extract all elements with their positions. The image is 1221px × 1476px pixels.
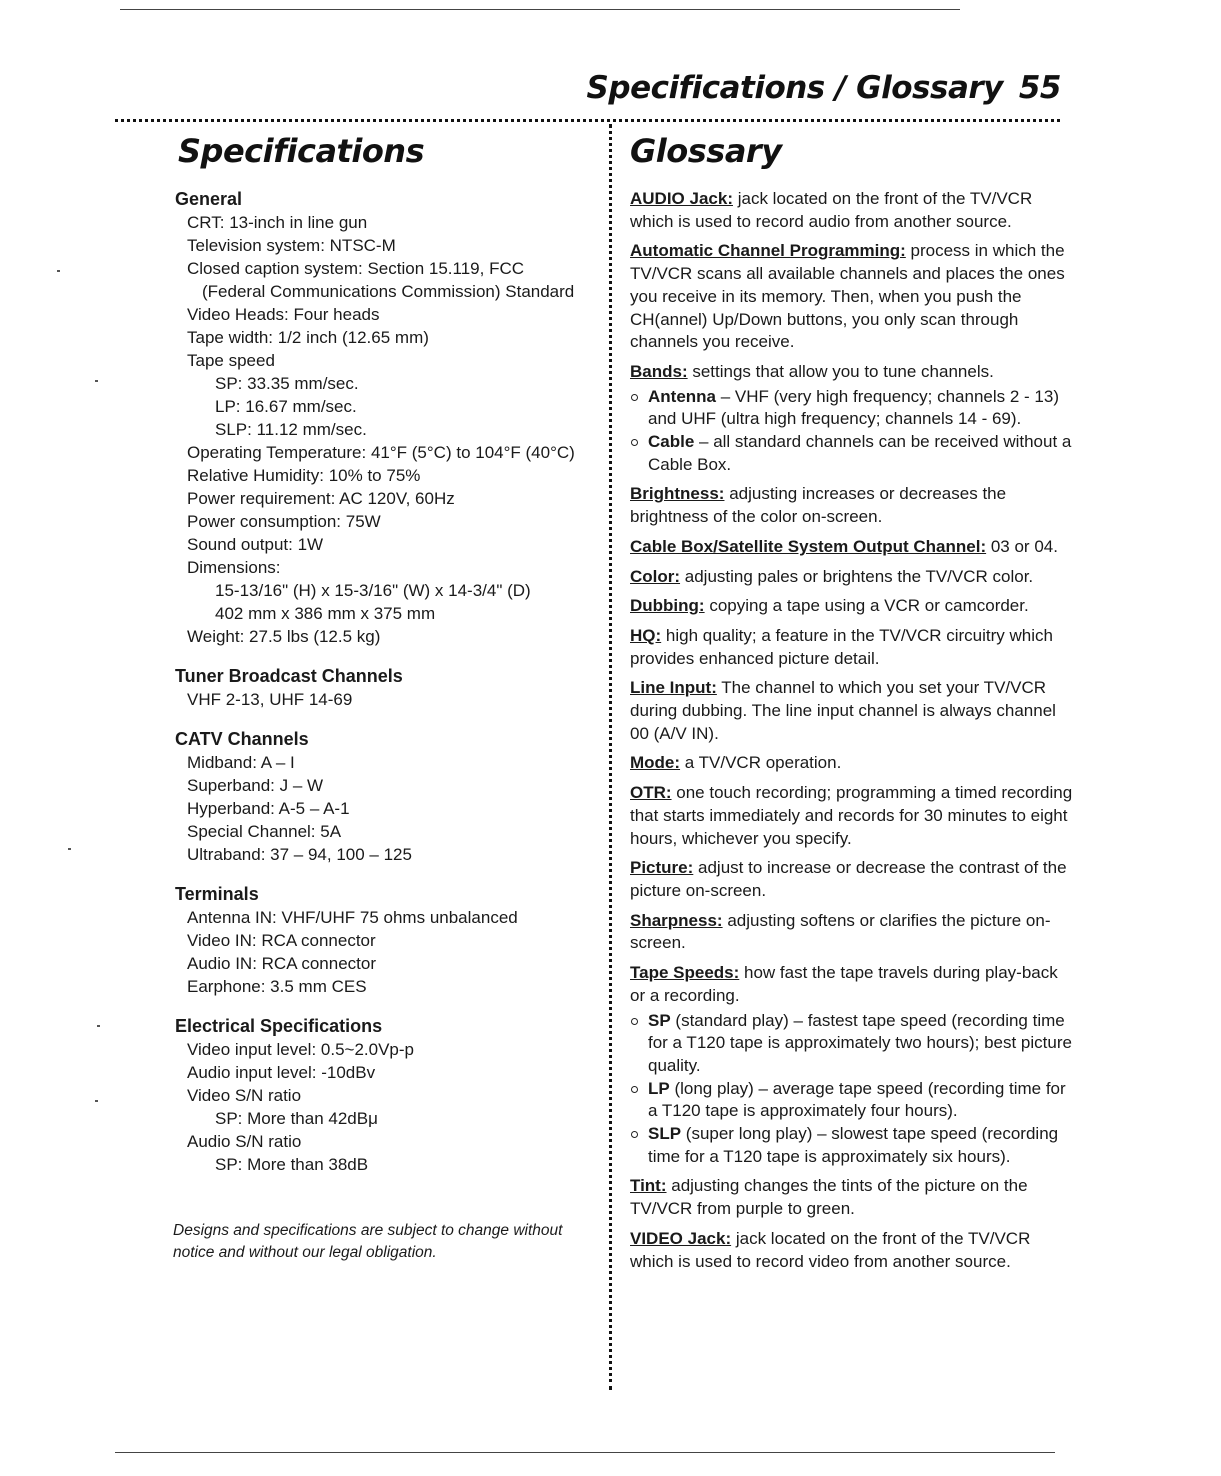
- glossary-title: Glossary: [630, 132, 782, 170]
- spec-group-heading: CATV Channels: [175, 729, 309, 749]
- spec-line: VHF 2-13, UHF 14-69: [187, 690, 353, 709]
- specifications-disclaimer: Designs and specifications are subject to change without notice and without our legal obligation.: [173, 1222, 563, 1261]
- glossary-term: Brightness:: [630, 484, 725, 504]
- glossary-entry: [630, 677, 1075, 745]
- spec-line: Video S/N ratio: [187, 1086, 302, 1105]
- spec-line: Power requirement: AC 120V, 60Hz: [187, 489, 455, 508]
- glossary-entry: [630, 536, 1075, 559]
- glossary-term: Tape Speeds:: [630, 963, 740, 983]
- scan-speck: [57, 270, 60, 272]
- spec-line: Operating Temperature: 41°F (5°C) to 104°F (40°C): [187, 443, 575, 462]
- glossary-term: Tint:: [630, 1176, 667, 1196]
- scan-speck: [95, 1100, 98, 1102]
- spec-group: [170, 883, 600, 998]
- glossary-bullet-term: SLP: [648, 1124, 682, 1144]
- running-head: [587, 70, 1061, 106]
- glossary-definition: adjust to increase or decrease the contrast of the picture on-screen.: [630, 858, 1067, 900]
- glossary-definition: one touch recording; programming a timed recording that starts immediately and records for 30 minutes to eight hours, whichever you specify.: [630, 783, 1073, 848]
- glossary-bullet-term: Antenna: [648, 386, 716, 406]
- scan-line-bottom: [115, 1452, 1055, 1453]
- glossary-definition: process in which the TV/VCR scans all available channels and places the ones you receive in its memory. Then, when you push the CH(annel) Up/Down buttons, you only scan through channels you receive.: [630, 241, 1065, 352]
- glossary-term: VIDEO Jack:: [630, 1228, 732, 1248]
- glossary-term: Mode:: [630, 753, 681, 773]
- glossary-bullet-term: LP: [648, 1078, 670, 1098]
- spec-line: Tape width: 1/2 inch (12.65 mm): [187, 328, 429, 347]
- spec-line: SP: More than 42dBμ: [215, 1109, 378, 1128]
- glossary-bullet-text: – VHF (very high frequency; channels 2 - 13) and UHF (ultra high frequency; channels 14 - 69).: [648, 386, 1059, 429]
- spec-line: Video IN: RCA connector: [187, 931, 376, 950]
- spec-line: Sound output: 1W: [187, 535, 324, 554]
- spec-line: SP: More than 38dB: [215, 1155, 369, 1174]
- glossary-entry: [630, 361, 1075, 477]
- glossary-definition: a TV/VCR operation.: [680, 753, 842, 773]
- glossary-definition: high quality; a feature in the TV/VCR circuitry which provides enhanced picture detail.: [630, 625, 1053, 668]
- spec-line: Special Channel: 5A: [187, 822, 342, 841]
- glossary-entry: [630, 1228, 1075, 1273]
- glossary-bullet-text: (super long play) – slowest tape speed (recording time for a T120 tape is approximately six hours).: [648, 1124, 1059, 1166]
- spec-group: [170, 188, 600, 648]
- spec-line: LP: 16.67 mm/sec.: [215, 397, 357, 416]
- glossary-entry: [630, 1175, 1075, 1220]
- glossary-entry: [630, 566, 1075, 589]
- glossary-entry: [630, 595, 1075, 618]
- glossary-definition: settings that allow you to tune channels.: [687, 361, 994, 381]
- spec-line: Earphone: 3.5 mm CES: [187, 977, 367, 996]
- glossary-entry: [630, 910, 1075, 955]
- glossary-term: Line Input:: [630, 678, 717, 698]
- spec-line: Audio IN: RCA connector: [187, 954, 376, 973]
- glossary-term: Color:: [630, 566, 681, 586]
- glossary-term: Sharpness:: [630, 910, 723, 930]
- glossary-definition: adjusting softens or clarifies the picture on-screen.: [630, 910, 1051, 953]
- glossary-bullet: [630, 386, 1075, 431]
- spec-line: Dimensions:: [187, 558, 281, 577]
- spec-line: Weight: 27.5 lbs (12.5 kg): [187, 627, 381, 646]
- glossary-term: AUDIO Jack:: [630, 189, 733, 208]
- glossary-entry: [630, 625, 1075, 670]
- scan-speck: [97, 1025, 100, 1027]
- spec-group: [170, 1015, 600, 1176]
- glossary-term: Picture:: [630, 858, 694, 878]
- running-head-title: Specifications / Glossary: [586, 70, 1003, 106]
- glossary-term: Cable Box/Satellite System Output Channel:: [630, 536, 987, 556]
- spec-group: [170, 728, 600, 866]
- spec-line: Ultraband: 37 – 94, 100 – 125: [187, 845, 412, 864]
- scan-speck: [95, 380, 98, 382]
- glossary-definition: adjusting pales or brightens the TV/VCR color.: [680, 566, 1034, 586]
- spec-line: 15-13/16" (H) x 15-3/16" (W) x 14-3/4" (D): [215, 581, 531, 600]
- spec-line: Audio S/N ratio: [187, 1132, 302, 1151]
- spec-group-heading: Electrical Specifications: [175, 1016, 383, 1036]
- glossary-bullet: [630, 431, 1075, 476]
- specifications-column: [170, 132, 600, 1264]
- spec-line: SLP: 11.12 mm/sec.: [215, 420, 367, 439]
- glossary-bullet-term: SP: [648, 1010, 671, 1030]
- page-number: 55: [1018, 70, 1061, 106]
- glossary-definition: adjusting increases or decreases the brightness of the color on-screen.: [630, 484, 1007, 527]
- spec-line: Video Heads: Four heads: [187, 305, 380, 324]
- spec-line: Relative Humidity: 10% to 75%: [187, 466, 421, 485]
- glossary-entry: [630, 188, 1075, 233]
- glossary-definition: jack located on the front of the TV/VCR which is used to record audio from another source.: [630, 189, 1033, 231]
- glossary-term: Automatic Channel Programming:: [630, 241, 906, 261]
- glossary-term: Dubbing:: [630, 596, 705, 616]
- spec-line: Hyperband: A-5 – A-1: [187, 799, 350, 818]
- glossary-entry: [630, 483, 1075, 528]
- glossary-definition: 03 or 04.: [986, 536, 1058, 556]
- glossary-bullet-list: [630, 386, 1075, 477]
- glossary-term: OTR:: [630, 783, 672, 803]
- spec-line: CRT: 13-inch in line gun: [187, 213, 368, 232]
- spec-line: Television system: NTSC-M: [187, 236, 396, 255]
- spec-group-heading: Terminals: [175, 884, 259, 904]
- glossary-bullet-text: – all standard channels can be received without a Cable Box.: [648, 432, 1072, 474]
- spec-line: Midband: A – I: [187, 753, 295, 772]
- glossary-definition: copying a tape using a VCR or camcorder.: [704, 596, 1029, 616]
- specifications-title: Specifications: [178, 132, 425, 170]
- glossary-term: HQ:: [630, 625, 662, 645]
- glossary-term: Bands:: [630, 361, 688, 381]
- spec-line: Superband: J – W: [187, 776, 324, 795]
- spec-line: Power consumption: 75W: [187, 512, 381, 531]
- spec-line: SP: 33.35 mm/sec.: [215, 374, 359, 393]
- glossary-entry: [630, 857, 1075, 902]
- spec-line: Video input level: 0.5~2.0Vp-p: [187, 1040, 414, 1059]
- spec-line: Antenna IN: VHF/UHF 75 ohms unbalanced: [187, 908, 518, 927]
- glossary-definition: The channel to which you set your TV/VCR during dubbing. The line input channel is always channel 00 (A/V IN).: [630, 678, 1056, 743]
- dotted-header-rule: [115, 119, 1060, 122]
- spec-line: (Federal Communications Commission) Standard: [202, 282, 575, 301]
- glossary-bullet-term: Cable: [648, 432, 695, 452]
- spec-line: Audio input level: -10dBv: [187, 1063, 376, 1082]
- spec-line: Closed caption system: Section 15.119, FCC: [187, 259, 525, 278]
- glossary-entry: [630, 782, 1075, 850]
- spec-groups: [170, 188, 600, 1176]
- glossary-entry: [630, 752, 1075, 775]
- glossary-definition: how fast the tape travels during play-back or a recording.: [630, 963, 1058, 1005]
- scan-speck: [68, 848, 71, 850]
- spec-line: 402 mm x 386 mm x 375 mm: [215, 604, 436, 623]
- glossary-bullet-text: (standard play) – fastest tape speed (recording time for a T120 tape is approximately two hours); best picture quality.: [648, 1010, 1072, 1075]
- glossary-entries: [630, 188, 1075, 1273]
- glossary-column: [630, 132, 1075, 1280]
- scan-line-top: [120, 9, 960, 10]
- spec-line: Tape speed: [187, 351, 275, 370]
- glossary-entry: [630, 240, 1075, 354]
- dotted-column-divider: [609, 124, 612, 1390]
- glossary-bullet-text: (long play) – average tape speed (recording time for a T120 tape is approximately four hours).: [648, 1078, 1066, 1121]
- spec-group: [170, 665, 600, 711]
- glossary-entry: [630, 962, 1075, 1168]
- glossary-bullet: [630, 1078, 1075, 1123]
- spec-group-heading: Tuner Broadcast Channels: [175, 666, 403, 686]
- glossary-bullet: [630, 1010, 1075, 1078]
- glossary-bullet: [630, 1123, 1075, 1168]
- glossary-definition: adjusting changes the tints of the picture on the TV/VCR from purple to green.: [630, 1176, 1028, 1219]
- spec-group-heading: General: [175, 189, 243, 209]
- glossary-definition: jack located on the front of the TV/VCR which is used to record video from another source.: [630, 1228, 1031, 1271]
- glossary-bullet-list: [630, 1010, 1075, 1169]
